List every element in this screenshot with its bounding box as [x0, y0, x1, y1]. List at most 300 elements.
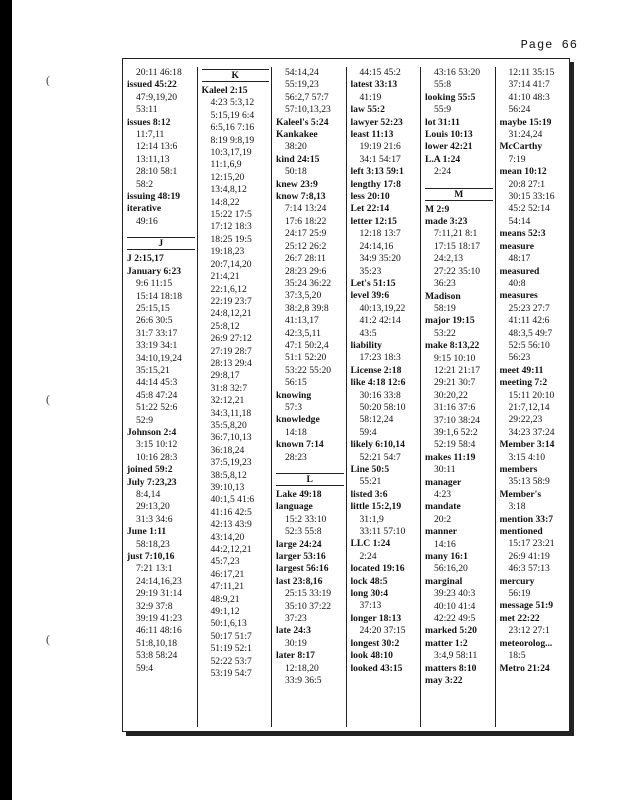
index-ref: 24:2,13: [434, 253, 464, 265]
index-ref: 50:17 51:7: [210, 630, 252, 642]
index-entry: L.A 1:24: [425, 153, 461, 165]
index-ref: 37:23: [285, 613, 307, 625]
index-ref: 50:20 58:10: [359, 401, 406, 413]
index-entry: make 8:13,22: [425, 340, 480, 352]
index-ref: 48:17: [508, 253, 531, 265]
index-ref: 34:23 37:24: [508, 426, 555, 438]
index-ref: 41:16 42:5: [210, 506, 252, 518]
index-entry: many 16:1: [425, 551, 468, 563]
index-entry: knew 23:9: [276, 178, 318, 190]
index-ref: 15:11 20:10: [508, 389, 555, 401]
index-ref: 54:14: [508, 215, 531, 227]
index-entry: M 2:9: [425, 203, 450, 215]
index-ref: 55:19,23: [285, 79, 319, 91]
index-ref: 35:23: [359, 265, 382, 277]
index-ref: 14:16: [434, 538, 456, 550]
index-ref: 12:15,20: [210, 171, 245, 183]
index-ref: 34:3,11,18: [210, 407, 252, 419]
section-letter: L: [276, 473, 344, 486]
index-entry: manager: [425, 476, 462, 488]
index-ref: 42:3,5,11: [285, 327, 321, 339]
index-entry: letter 12:15: [350, 215, 397, 227]
index-ref: 39:19 41:23: [136, 613, 183, 625]
index-ref: 28:23: [285, 451, 307, 463]
index-entry: look 48:10: [350, 650, 393, 662]
index-ref: 8:4,14: [136, 489, 161, 500]
index-ref: 20:11 46:18: [136, 67, 182, 78]
index-ref: 52:22 53:7: [210, 655, 252, 667]
index-ref: 24:14,16: [359, 240, 394, 252]
index-entry: last 23:8,16: [276, 575, 323, 587]
index-ref: 41:10 48:3: [508, 91, 550, 103]
index-ref: 52:5 56:10: [508, 339, 550, 351]
index-ref: 58:2: [136, 178, 154, 190]
index-ref: 52:21 54:7: [359, 451, 401, 463]
index-column: [495, 67, 570, 727]
index-ref: 44:14 45:3: [136, 377, 178, 389]
index-ref: 10:16 28:3: [136, 451, 178, 463]
index-ref: 9:6 11:15: [136, 278, 173, 290]
index-entry: lawyer 52:23: [350, 116, 403, 128]
index-ref: 34:9 35:20: [359, 253, 401, 265]
index-entry: looking 55:5: [425, 91, 476, 103]
index-column: [123, 67, 197, 727]
index-entry: joined 59:2: [127, 464, 173, 476]
index-entry: major 19:15: [425, 315, 475, 327]
index-ref: 29:21 30:7: [434, 377, 476, 389]
index-entry: McCarthy: [499, 141, 543, 153]
index-entry: likely 6:10,14: [350, 439, 405, 451]
index-column: [271, 67, 346, 727]
margin-mark: (: [46, 392, 50, 406]
index-ref: 53:8 58:24: [136, 650, 178, 662]
index-ref: 51:19 52:1: [210, 643, 252, 655]
index-ref: 21:4,21: [210, 271, 240, 283]
index-ref: 46:17,21: [210, 568, 245, 580]
index-ref: 5:15,19 6:4: [210, 109, 255, 121]
index-ref: 37:3,5,20: [285, 290, 322, 302]
index-entry: longest 30:2: [350, 637, 400, 649]
index-ref: 41:19: [359, 91, 382, 103]
index-ref: 4:23: [434, 489, 452, 500]
index-ref: 38:5,8,12: [210, 469, 247, 481]
index-ref: 56:24: [508, 104, 531, 116]
index-ref: 44:15 45:2: [359, 67, 401, 78]
index-ref: 39:10,13: [210, 482, 245, 493]
index-entry: January 6:23: [127, 265, 182, 277]
index-entry: matters 8:10: [425, 662, 477, 674]
index-ref: 15:17 23:21: [508, 538, 555, 550]
index-entry: large 24:24: [276, 538, 322, 550]
index-entry: makes 11:19: [425, 451, 476, 463]
index-ref: 46:3 57:13: [508, 563, 550, 575]
index-ref: 25:15,15: [136, 302, 170, 314]
index-ref: 47:11,21: [210, 581, 244, 593]
index-ref: 58:12,24: [359, 414, 394, 426]
index-ref: 45:7,23: [210, 556, 240, 568]
index-ref: 31:7 33:17: [136, 327, 178, 339]
index-entry: meteorolog...: [499, 637, 553, 649]
index-entry: lower 42:21: [425, 141, 473, 153]
index-entry: Madison: [425, 290, 461, 302]
index-ref: 25:15 33:19: [285, 588, 332, 600]
index-entry: Louis 10:13: [425, 129, 473, 141]
index-ref: 59:4: [136, 662, 154, 674]
index-ref: 56:2,7 57:7: [285, 91, 329, 103]
index-ref: 39:23 40:3: [434, 588, 476, 600]
index-entry: lot 31:11: [425, 116, 460, 128]
index-ref: 40:10 41:4: [434, 600, 476, 612]
index-ref: 18:5: [508, 650, 526, 662]
spacer: [276, 464, 344, 471]
index-ref: 30:15 33:16: [508, 191, 555, 203]
index-ref: 42:22 49:5: [434, 613, 476, 625]
index-entry: Metro 21:24: [499, 662, 550, 674]
index-ref: 13:4,8,12: [210, 184, 247, 196]
index-ref: 32:9 37:8: [136, 600, 173, 612]
index-ref: 30:20,22: [434, 389, 468, 401]
index-entry: means 52:3: [499, 228, 546, 240]
index-ref: 33:19 34:1: [136, 340, 178, 352]
index-ref: 11:1,6,9: [210, 159, 242, 171]
index-ref: 56:23: [508, 352, 531, 364]
index-ref: 31:24,24: [508, 129, 543, 141]
index-ref: 2:24: [359, 550, 377, 562]
index-entry: mean 10:12: [499, 166, 547, 178]
index-ref: 26:6 30:5: [136, 315, 173, 327]
index-ref: 37:14 41:7: [508, 79, 550, 91]
index-ref: 13:11,13: [136, 153, 170, 165]
index-ref: 53:22 55:20: [285, 364, 332, 376]
index-ref: 17:15 18:17: [434, 240, 481, 252]
index-ref: 51:22 52:6: [136, 402, 178, 414]
index-ref: 43:16 53:20: [434, 67, 481, 78]
index-ref: 27:22 35:10: [434, 265, 481, 277]
index-entry: mention 33:7: [499, 513, 554, 525]
index-entry: late 24:3: [276, 625, 311, 637]
index-ref: 26:9 27:12: [210, 333, 252, 345]
index-ref: 34:10,19,24: [136, 352, 182, 364]
index-entry: lock 48:5: [350, 575, 388, 587]
section-letter: M: [425, 188, 493, 201]
index-ref: 2:24: [434, 166, 452, 178]
index-entry: located 19:16: [350, 563, 405, 575]
index-entry: Kankakee: [276, 129, 318, 141]
index-ref: 53:11: [136, 104, 158, 116]
index-entry: mentioned: [499, 526, 543, 538]
index-ref: 15:14 18:18: [136, 290, 183, 302]
index-ref: 6:5,16 7:16: [210, 122, 255, 134]
index-ref: 22:19 23:7: [210, 295, 252, 307]
index-entry: June 1:11: [127, 526, 167, 538]
index-entry: larger 53:16: [276, 551, 326, 563]
index-entry: maybe 15:19: [499, 116, 552, 128]
index-ref: 4:23 5:3,12: [210, 97, 255, 109]
page-number: Page 66: [520, 38, 578, 52]
index-entry: like 4:18 12:6: [350, 377, 406, 389]
index-ref: 57:10,13,23: [285, 104, 331, 116]
index-ref: 41:2 42:14: [359, 315, 401, 327]
index-ref: 35:5,8,20: [210, 419, 247, 431]
index-ref: 34:1 54:17: [359, 153, 401, 165]
index-entry: mercury: [499, 575, 535, 587]
index-ref: 19:18,23: [210, 246, 245, 258]
index-ref: 3:15 10:12: [136, 439, 178, 451]
index-entry: Let 22:14: [350, 203, 390, 215]
index-columns: [123, 67, 569, 727]
index-ref: 56:19: [508, 588, 531, 600]
index-ref: 43:14,20: [210, 531, 245, 543]
index-ref: 12:18 13:7: [359, 228, 401, 240]
index-ref: 29:13,20: [136, 501, 170, 513]
index-ref: 12:14 13:6: [136, 141, 178, 153]
index-ref: 25:8,12: [210, 320, 240, 332]
spacer: [425, 179, 493, 186]
index-ref: 17:6 18:22: [285, 215, 327, 227]
spacer: [127, 228, 195, 235]
index-ref: 7:21 13:1: [136, 563, 173, 575]
index-entry: issues 8:12: [127, 116, 171, 128]
index-entry: looked 43:15: [350, 662, 403, 674]
index-ref: 35:24 36:22: [285, 277, 332, 289]
index-ref: 7:14 13:24: [285, 203, 327, 215]
index-entry: measure: [499, 240, 534, 252]
index-ref: 48:9,21: [210, 593, 240, 605]
index-entry: just 7:10,16: [127, 551, 175, 563]
index-entry: met 22:22: [499, 612, 540, 624]
index-ref: 24:8,12,21: [210, 308, 252, 320]
index-ref: 29:22,23: [508, 414, 543, 426]
index-entry: later 8:17: [276, 650, 315, 662]
index-ref: 38:2,8 39:8: [285, 302, 329, 314]
index-ref: 22:1,6,12: [210, 283, 247, 295]
index-ref: 43:5: [359, 327, 377, 339]
index-ref: 37:10 38:24: [434, 414, 481, 426]
index-ref: 42:13 43:9: [210, 519, 252, 531]
index-entry: Lake 49:18: [276, 489, 322, 500]
index-ref: 41:13,17: [285, 315, 319, 327]
margin-mark: (: [46, 73, 50, 87]
index-ref: 33:9 36:5: [285, 675, 322, 687]
index-ref: 55:8: [434, 79, 452, 91]
index-ref: 9:15 10:10: [434, 352, 476, 364]
index-entry: long 30:4: [350, 588, 389, 600]
index-ref: 28:13 29:4: [210, 357, 252, 369]
index-ref: 38:20: [285, 141, 307, 153]
index-entry: knowledge: [276, 414, 320, 426]
index-entry: least 11:13: [350, 129, 394, 141]
index-ref: 28:23 29:6: [285, 265, 327, 277]
index-entry: liability: [350, 339, 382, 351]
index-entry: Johnson 2:4: [127, 426, 177, 438]
index-ref: 47:9,19,20: [136, 91, 178, 103]
margin-mark: (: [46, 632, 50, 646]
index-entry: issuing 48:19: [127, 191, 181, 203]
index-ref: 35:10 37:22: [285, 600, 332, 612]
index-ref: 29:8,17: [210, 370, 240, 382]
index-entry: Member 3:14: [499, 439, 555, 451]
index-ref: 36:7,10,13: [210, 432, 252, 444]
index-ref: 56:16,20: [434, 563, 468, 575]
index-entry: know 7:8,13: [276, 191, 326, 203]
index-ref: 40:1,5 41:6: [210, 494, 255, 506]
index-entry: July 7:23,23: [127, 476, 177, 488]
index-ref: 35:15,21: [136, 364, 170, 376]
index-ref: 56:15: [285, 377, 307, 389]
index-ref: 20:7,14,20: [210, 258, 252, 270]
index-ref: 12:18,20: [285, 662, 319, 674]
index-ref: 3:4,9 58:11: [434, 650, 478, 662]
index-ref: 54:14,24: [285, 67, 319, 78]
index-ref: 27:19 28:7: [210, 345, 252, 357]
index-ref: 7:11,21 8:1: [434, 228, 478, 240]
index-entry: longer 18:13: [350, 612, 402, 624]
index-ref: 20:2: [434, 513, 452, 525]
index-ref: 10:3,17,19: [210, 147, 252, 159]
index-ref: 50:18: [285, 166, 307, 178]
index-ref: 48:3,5 49:7: [508, 327, 553, 339]
index-ref: 20:8 27:1: [508, 178, 546, 190]
index-ref: 15:2 33:10: [285, 513, 327, 525]
index-entry: latest 33:13: [350, 79, 398, 91]
index-ref: 46:11 48:16: [136, 625, 182, 637]
index-column: [420, 67, 495, 727]
index-ref: 30:19: [285, 637, 307, 649]
index-ref: 58:18,23: [136, 538, 170, 550]
index-entry: marginal: [425, 575, 463, 587]
index-ref: 12:21 21:17: [434, 364, 481, 376]
index-ref: 29:19 31:14: [136, 588, 183, 600]
index-ref: 31:3 34:6: [136, 513, 173, 525]
index-entry: measures: [499, 290, 538, 302]
index-ref: 23:12 27:1: [508, 625, 550, 637]
index-ref: 3:18: [508, 501, 526, 513]
index-ref: 25:12 26:2: [285, 240, 327, 252]
index-entry: level 39:6: [350, 290, 390, 302]
index-ref: 24:20 37:15: [359, 625, 406, 637]
index-entry: Let's 51:15: [350, 277, 396, 289]
index-ref: 52:9: [136, 414, 154, 426]
index-entry: members: [499, 464, 538, 475]
index-ref: 53:22: [434, 327, 456, 339]
index-ref: 25:23 27:7: [508, 302, 550, 314]
index-entry: kind 24:15: [276, 153, 320, 165]
index-ref: 55:21: [359, 476, 382, 488]
index-ref: 28:10 58:1: [136, 166, 178, 178]
index-ref: 41:11 42:6: [508, 315, 550, 327]
index-entry: law 55:2: [350, 104, 385, 116]
index-column: [346, 67, 421, 727]
index-entry: may 3:22: [425, 675, 463, 687]
index-ref: 36:18,24: [210, 444, 245, 456]
index-ref: 32:12,21: [210, 395, 245, 407]
index-entry: less 20:10: [350, 191, 390, 203]
index-ref: 44:2,12,21: [210, 544, 252, 556]
index-ref: 53:19 54:7: [210, 668, 252, 680]
index-ref: 18:25 19:5: [210, 233, 252, 245]
index-ref: 31:16 37:6: [434, 402, 476, 414]
index-ref: 37:5,19,23: [210, 457, 252, 469]
section-letter: J: [127, 237, 195, 250]
index-ref: 51:1 52:20: [285, 352, 327, 364]
index-entry: meeting 7:2: [499, 377, 548, 389]
index-ref: 35:13 58:9: [508, 476, 550, 488]
index-entry: Line 50:5: [350, 464, 390, 475]
index-ref: 36:23: [434, 278, 456, 290]
index-entry: knowing: [276, 389, 312, 401]
index-entry: marked 5:20: [425, 625, 477, 637]
index-entry: iterative: [127, 203, 162, 215]
index-ref: 26:7 28:11: [285, 253, 326, 265]
index-ref: 52:3 55:8: [285, 526, 322, 538]
index-entry: Kaleel 2:15: [201, 85, 248, 96]
index-entry: made 3:23: [425, 216, 468, 228]
index-ref: 11:7,11: [136, 129, 165, 141]
index-entry: measured: [499, 265, 540, 277]
index-entry: manner: [425, 526, 457, 538]
index-ref: 55:9: [434, 104, 452, 116]
index-ref: 14:8,22: [210, 196, 240, 208]
index-ref: 47:1 50:2,4: [285, 339, 329, 351]
index-entry: lengthy 17:8: [350, 178, 401, 190]
index-ref: 24:14,16,23: [136, 575, 182, 587]
index-ref: 52:19 58:4: [434, 439, 476, 451]
index-ref: 24:17 25:9: [285, 228, 327, 240]
index-ref: 33:11 57:10: [359, 526, 406, 538]
index-entry: listed 3:6: [350, 488, 388, 500]
index-entry: matter 1:2: [425, 637, 468, 649]
index-ref: 7:19: [508, 153, 526, 165]
index-entry: Member's: [499, 488, 542, 500]
index-frame: [122, 58, 570, 732]
index-entry: language: [276, 501, 313, 513]
index-ref: 40:8: [508, 277, 526, 289]
index-entry: License 2:18: [350, 364, 402, 376]
index-ref: 49:16: [136, 215, 158, 227]
index-entry: issued 45:22: [127, 79, 177, 91]
index-ref: 40:13,19,22: [359, 302, 406, 314]
index-entry: Kaleel's 5:24: [276, 116, 329, 128]
index-ref: 19:19 21:6: [359, 141, 401, 153]
index-ref: 37:13: [359, 600, 382, 612]
index-ref: 26:9 41:19: [508, 550, 550, 562]
index-ref: 57:3: [285, 401, 303, 413]
index-ref: 49:1,12: [210, 606, 240, 618]
index-entry: known 7:14: [276, 439, 324, 451]
index-ref: 58:19: [434, 302, 456, 314]
index-ref: 14:18: [285, 426, 307, 438]
index-ref: 51:8,10,18: [136, 637, 178, 649]
index-column: [197, 67, 272, 727]
index-ref: 31:1,9: [359, 513, 384, 525]
index-ref: 30:11: [434, 464, 456, 476]
index-ref: 45:2 52:14: [508, 203, 550, 215]
index-ref: 30:16 33:8: [359, 389, 401, 401]
scan-edge-bar: [0, 0, 12, 800]
index-ref: 8:19 9:8,19: [210, 134, 255, 146]
index-ref: 15:22 17:5: [210, 209, 252, 221]
index-ref: 31:8 32:7: [210, 382, 248, 394]
index-ref: 21:7,12,14: [508, 401, 550, 413]
index-entry: J 2:15,17: [127, 253, 164, 265]
index-ref: 12:11 35:15: [508, 67, 555, 78]
index-entry: largest 56:16: [276, 563, 329, 575]
index-ref: 17:23 18:3: [359, 352, 401, 364]
index-ref: 17:12 18:3: [210, 221, 252, 233]
index-ref: 59:4: [359, 426, 377, 438]
section-letter: K: [202, 69, 270, 82]
index-entry: LLC 1:24: [350, 538, 391, 550]
